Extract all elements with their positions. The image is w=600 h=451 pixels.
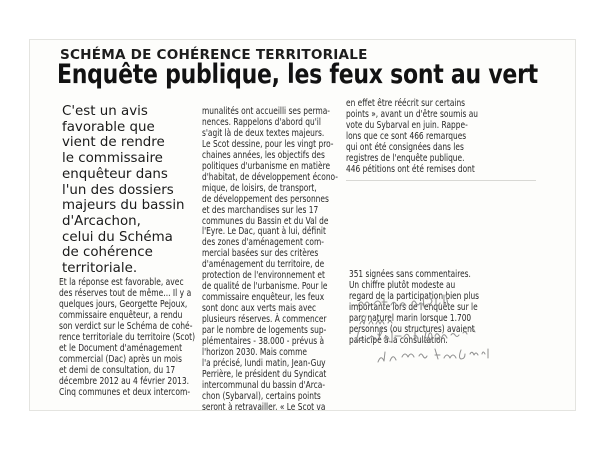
lede-line: le commissaire (62, 151, 163, 167)
body-line: l'a précisé, lundi matin, Jean-Guy (202, 357, 326, 369)
body-line: 446 pétitions ont été remises dont (346, 163, 475, 175)
lede-line: celui du Schéma (62, 229, 173, 245)
body-line: commissaire enquêteur, les feux (202, 292, 325, 304)
body-line: l'Eyre. Le Dac, quant à lui, définit (202, 226, 326, 238)
body-line: sont donc aux verts mais avec (202, 303, 317, 315)
body-line: points », avant un d'être soumis au (346, 108, 478, 120)
lede-line: C'est un avis (62, 104, 148, 119)
body-line: de développement des personnes (202, 193, 329, 205)
body-line: et le Document d'aménagement (59, 342, 183, 354)
body-line: en effet être réécrit sur certains (346, 98, 466, 109)
body-line: de qualité de l'urbanisme. Pour le (202, 281, 328, 293)
body-line: rence territoriale du territoire (Scot) (59, 331, 196, 343)
body-line: communes du Bassin et du Val de (202, 215, 329, 227)
body-line: 351 signées sans commentaires. (349, 269, 471, 280)
body-line: Et la réponse est favorable, avec (59, 277, 184, 288)
body-line: par le nombre de logements sup- (202, 325, 327, 337)
lede-line: vient de rendre (62, 135, 165, 151)
lede-line: de cohérence (62, 245, 153, 261)
lede-paragraph (62, 104, 197, 277)
body-line: Perrière, le président du Syndicat (202, 368, 327, 380)
body-line: politiques d'urbanisme en matière (202, 160, 331, 172)
body-column-3 (346, 99, 516, 176)
body-line: chaines années, les objectifs des (202, 149, 325, 161)
body-line: commissaire enquêteur, a rendu (59, 309, 183, 321)
handwritten-line (352, 288, 487, 303)
body-line: lons que ce sont 466 remarques (346, 130, 467, 142)
body-line: plémentaires - 38.000 - prévus à (202, 336, 325, 348)
lede-line: majeurs du bassin (62, 198, 185, 214)
body-line: quelques jours, Georgette Pejoux, (59, 298, 188, 310)
body-line: participé à la consultation. (349, 334, 448, 346)
body-line: qui ont été consignées dans les (346, 141, 464, 153)
body-line: parc naturel marin lorsque 1.700 (349, 312, 472, 324)
body-line: Le Scot dessine, pour les vingt pro- (202, 138, 334, 150)
body-line: commercial (Dac) après un mois (59, 353, 182, 365)
body-line: seront à retravailler. « Le Scot va (202, 401, 326, 413)
body-line: Cinq communes et deux intercom- (59, 386, 191, 398)
body-line: s'agit là de deux textes majeurs. (202, 127, 325, 139)
body-line: regard de la participation bien plus (349, 290, 480, 302)
section-kicker: SCHÉMA DE COHÉRENCE TERRITORIALE (60, 47, 368, 63)
lede-line: l'un des dossiers (62, 182, 174, 198)
body-line: décembre 2012 au 4 février 2013. (59, 375, 190, 387)
body-line: et des marchandises sur les 17 (202, 204, 319, 216)
body-line: l'horizon 2030. Mais comme (202, 346, 307, 358)
handwritten-line (352, 303, 487, 318)
body-line: importante lors de l'enquête sur le (349, 301, 478, 313)
body-line: registres de l'enquête publique. (346, 152, 465, 164)
body-line: intercommunal du bassin d'Arca- (202, 379, 326, 391)
body-line: personnes (ou structures) avaient (349, 323, 475, 335)
body-line: mercial basées sur des critères (202, 248, 319, 260)
body-line: chon (Sybarval), certains points (202, 390, 321, 402)
body-line: mique, de loisirs, de transport, (202, 182, 317, 194)
body-line: des réserves tout de même... Il y a (59, 287, 192, 299)
body-line: d'habitat, de développement écono- (202, 171, 338, 183)
body-line: protection de l'environnement et (202, 270, 325, 282)
handwritten-line (352, 318, 487, 333)
body-line: des zones d'aménagement com- (202, 237, 324, 249)
headline: Enquête publique, les feux sont au vert (57, 59, 538, 90)
lede-line: enquêteur dans (62, 166, 168, 182)
body-line: nences. Rappelons d'abord qu'il (202, 116, 321, 128)
lede-line: d'Arcachon, (62, 213, 141, 229)
body-line: vote du Sybarval en juin. Rappe- (346, 119, 468, 131)
lede-line: favorable que (62, 119, 155, 135)
body-line: son verdict sur le Schéma de cohé- (59, 320, 193, 332)
body-line: plusieurs réserves. À commencer (202, 314, 327, 326)
body-line: munalités ont accueilli ses perma- (202, 106, 330, 117)
body-line: d'aménagement du territoire, de (202, 259, 325, 271)
column-gap-shadow (346, 180, 536, 181)
body-line: et demi de consultation, du 17 (59, 364, 176, 376)
lede-line: territoriale. (62, 261, 138, 277)
body-line: Un chiffre plutôt modeste au (349, 279, 456, 291)
